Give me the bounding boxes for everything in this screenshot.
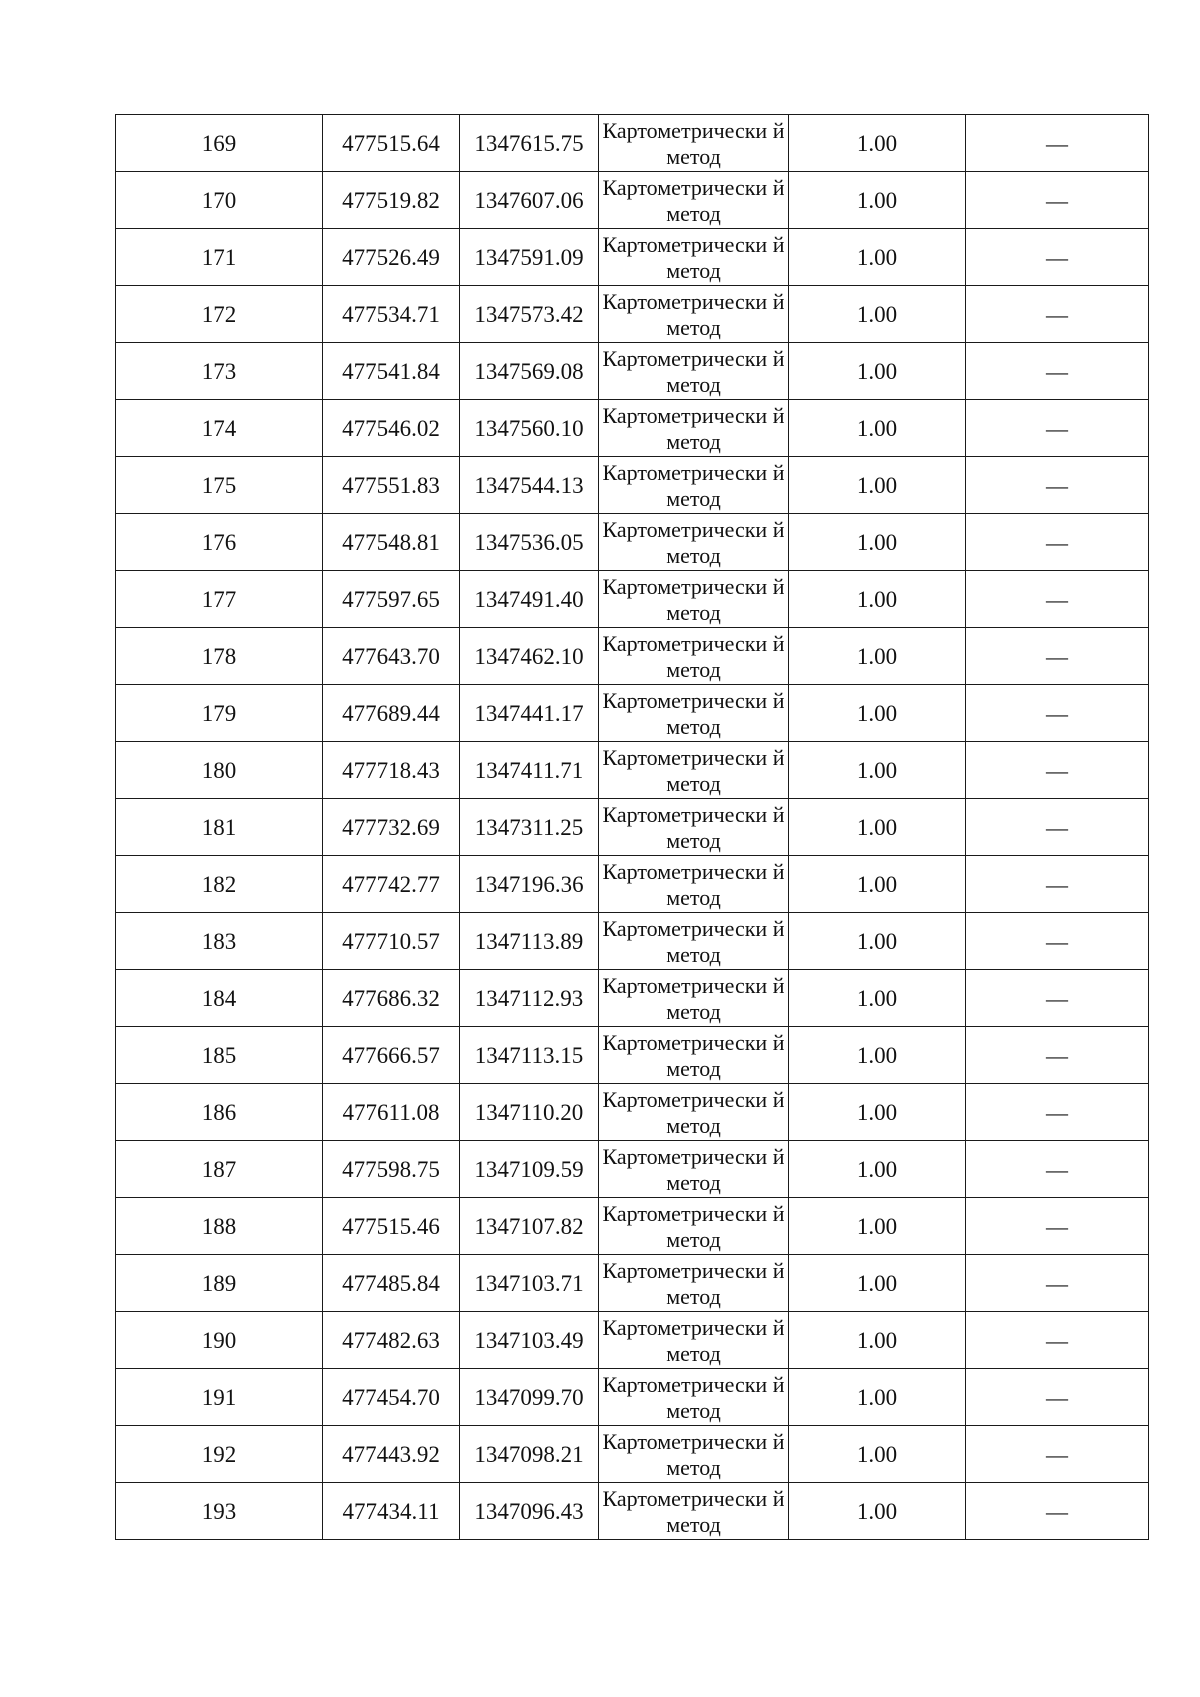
accuracy-cell: 1.00 <box>789 799 966 856</box>
x-coordinate-cell: 477689.44 <box>323 685 460 742</box>
note-cell: — <box>966 913 1149 970</box>
point-number-cell: 170 <box>116 172 323 229</box>
y-coordinate-cell: 1347107.82 <box>460 1198 599 1255</box>
y-coordinate-cell: 1347098.21 <box>460 1426 599 1483</box>
x-coordinate-cell: 477443.92 <box>323 1426 460 1483</box>
table-row <box>116 286 1149 343</box>
table-row <box>116 628 1149 685</box>
point-number-cell: 187 <box>116 1141 323 1198</box>
x-coordinate-cell: 477526.49 <box>323 229 460 286</box>
x-coordinate-cell: 477434.11 <box>323 1483 460 1540</box>
y-coordinate-cell: 1347196.36 <box>460 856 599 913</box>
note-cell: — <box>966 343 1149 400</box>
x-coordinate-cell: 477541.84 <box>323 343 460 400</box>
y-coordinate-cell: 1347103.71 <box>460 1255 599 1312</box>
y-coordinate-cell: 1347462.10 <box>460 628 599 685</box>
y-coordinate-cell: 1347311.25 <box>460 799 599 856</box>
accuracy-cell: 1.00 <box>789 343 966 400</box>
method-cell: Картометрически й метод <box>599 229 789 286</box>
accuracy-cell: 1.00 <box>789 1198 966 1255</box>
table-row <box>116 514 1149 571</box>
table-row <box>116 343 1149 400</box>
note-cell: — <box>966 742 1149 799</box>
accuracy-cell: 1.00 <box>789 913 966 970</box>
x-coordinate-cell: 477611.08 <box>323 1084 460 1141</box>
table-row <box>116 970 1149 1027</box>
note-cell: — <box>966 1312 1149 1369</box>
table-row <box>116 115 1149 172</box>
accuracy-cell: 1.00 <box>789 1312 966 1369</box>
note-cell: — <box>966 628 1149 685</box>
table-row <box>116 1369 1149 1426</box>
x-coordinate-cell: 477551.83 <box>323 457 460 514</box>
y-coordinate-cell: 1347103.49 <box>460 1312 599 1369</box>
note-cell: — <box>966 685 1149 742</box>
accuracy-cell: 1.00 <box>789 514 966 571</box>
y-coordinate-cell: 1347569.08 <box>460 343 599 400</box>
note-cell: — <box>966 799 1149 856</box>
note-cell: — <box>966 1369 1149 1426</box>
note-cell: — <box>966 1084 1149 1141</box>
method-cell: Картометрически й метод <box>599 628 789 685</box>
accuracy-cell: 1.00 <box>789 1141 966 1198</box>
x-coordinate-cell: 477482.63 <box>323 1312 460 1369</box>
accuracy-cell: 1.00 <box>789 172 966 229</box>
method-cell: Картометрически й метод <box>599 457 789 514</box>
x-coordinate-cell: 477485.84 <box>323 1255 460 1312</box>
table-row <box>116 799 1149 856</box>
point-number-cell: 190 <box>116 1312 323 1369</box>
method-cell: Картометрически й метод <box>599 1027 789 1084</box>
table-row <box>116 400 1149 457</box>
accuracy-cell: 1.00 <box>789 1027 966 1084</box>
y-coordinate-cell: 1347109.59 <box>460 1141 599 1198</box>
method-cell: Картометрически й метод <box>599 286 789 343</box>
note-cell: — <box>966 514 1149 571</box>
table-row <box>116 1255 1149 1312</box>
method-cell: Картометрически й метод <box>599 1141 789 1198</box>
table-row <box>116 742 1149 799</box>
point-number-cell: 191 <box>116 1369 323 1426</box>
method-cell: Картометрически й метод <box>599 799 789 856</box>
note-cell: — <box>966 1198 1149 1255</box>
note-cell: — <box>966 115 1149 172</box>
point-number-cell: 182 <box>116 856 323 913</box>
x-coordinate-cell: 477534.71 <box>323 286 460 343</box>
x-coordinate-cell: 477598.75 <box>323 1141 460 1198</box>
method-cell: Картометрически й метод <box>599 970 789 1027</box>
y-coordinate-cell: 1347615.75 <box>460 115 599 172</box>
point-number-cell: 180 <box>116 742 323 799</box>
point-number-cell: 178 <box>116 628 323 685</box>
accuracy-cell: 1.00 <box>789 571 966 628</box>
x-coordinate-cell: 477546.02 <box>323 400 460 457</box>
note-cell: — <box>966 1141 1149 1198</box>
note-cell: — <box>966 1426 1149 1483</box>
x-coordinate-cell: 477597.65 <box>323 571 460 628</box>
note-cell: — <box>966 571 1149 628</box>
method-cell: Картометрически й метод <box>599 115 789 172</box>
accuracy-cell: 1.00 <box>789 457 966 514</box>
accuracy-cell: 1.00 <box>789 1483 966 1540</box>
method-cell: Картометрически й метод <box>599 1369 789 1426</box>
table-row <box>116 172 1149 229</box>
point-number-cell: 176 <box>116 514 323 571</box>
table-row <box>116 1027 1149 1084</box>
table-row <box>116 1426 1149 1483</box>
point-number-cell: 171 <box>116 229 323 286</box>
y-coordinate-cell: 1347491.40 <box>460 571 599 628</box>
y-coordinate-cell: 1347110.20 <box>460 1084 599 1141</box>
table-row <box>116 229 1149 286</box>
accuracy-cell: 1.00 <box>789 286 966 343</box>
note-cell: — <box>966 856 1149 913</box>
y-coordinate-cell: 1347560.10 <box>460 400 599 457</box>
table-body <box>116 115 1149 1540</box>
point-number-cell: 192 <box>116 1426 323 1483</box>
x-coordinate-cell: 477666.57 <box>323 1027 460 1084</box>
table-row <box>116 1198 1149 1255</box>
point-number-cell: 183 <box>116 913 323 970</box>
y-coordinate-cell: 1347536.05 <box>460 514 599 571</box>
note-cell: — <box>966 457 1149 514</box>
method-cell: Картометрически й метод <box>599 685 789 742</box>
y-coordinate-cell: 1347113.15 <box>460 1027 599 1084</box>
y-coordinate-cell: 1347096.43 <box>460 1483 599 1540</box>
table-row <box>116 457 1149 514</box>
point-number-cell: 181 <box>116 799 323 856</box>
table-row <box>116 913 1149 970</box>
accuracy-cell: 1.00 <box>789 1369 966 1426</box>
x-coordinate-cell: 477686.32 <box>323 970 460 1027</box>
x-coordinate-cell: 477454.70 <box>323 1369 460 1426</box>
accuracy-cell: 1.00 <box>789 856 966 913</box>
accuracy-cell: 1.00 <box>789 400 966 457</box>
x-coordinate-cell: 477742.77 <box>323 856 460 913</box>
table-row <box>116 685 1149 742</box>
method-cell: Картометрически й метод <box>599 1483 789 1540</box>
y-coordinate-cell: 1347112.93 <box>460 970 599 1027</box>
note-cell: — <box>966 1483 1149 1540</box>
accuracy-cell: 1.00 <box>789 1255 966 1312</box>
point-number-cell: 173 <box>116 343 323 400</box>
method-cell: Картометрически й метод <box>599 514 789 571</box>
point-number-cell: 172 <box>116 286 323 343</box>
method-cell: Картометрически й метод <box>599 172 789 229</box>
method-cell: Картометрически й метод <box>599 742 789 799</box>
note-cell: — <box>966 400 1149 457</box>
accuracy-cell: 1.00 <box>789 742 966 799</box>
point-number-cell: 174 <box>116 400 323 457</box>
x-coordinate-cell: 477515.46 <box>323 1198 460 1255</box>
note-cell: — <box>966 172 1149 229</box>
y-coordinate-cell: 1347544.13 <box>460 457 599 514</box>
point-number-cell: 175 <box>116 457 323 514</box>
note-cell: — <box>966 970 1149 1027</box>
method-cell: Картометрически й метод <box>599 1426 789 1483</box>
y-coordinate-cell: 1347441.17 <box>460 685 599 742</box>
x-coordinate-cell: 477732.69 <box>323 799 460 856</box>
accuracy-cell: 1.00 <box>789 628 966 685</box>
x-coordinate-cell: 477718.43 <box>323 742 460 799</box>
table-row <box>116 1141 1149 1198</box>
table-row <box>116 1084 1149 1141</box>
point-number-cell: 179 <box>116 685 323 742</box>
y-coordinate-cell: 1347573.42 <box>460 286 599 343</box>
accuracy-cell: 1.00 <box>789 115 966 172</box>
x-coordinate-cell: 477548.81 <box>323 514 460 571</box>
accuracy-cell: 1.00 <box>789 685 966 742</box>
method-cell: Картометрически й метод <box>599 400 789 457</box>
y-coordinate-cell: 1347113.89 <box>460 913 599 970</box>
method-cell: Картометрически й метод <box>599 1255 789 1312</box>
note-cell: — <box>966 229 1149 286</box>
accuracy-cell: 1.00 <box>789 229 966 286</box>
method-cell: Картометрически й метод <box>599 913 789 970</box>
table-row <box>116 1483 1149 1540</box>
accuracy-cell: 1.00 <box>789 970 966 1027</box>
note-cell: — <box>966 1255 1149 1312</box>
note-cell: — <box>966 1027 1149 1084</box>
accuracy-cell: 1.00 <box>789 1426 966 1483</box>
method-cell: Картометрически й метод <box>599 856 789 913</box>
point-number-cell: 189 <box>116 1255 323 1312</box>
y-coordinate-cell: 1347099.70 <box>460 1369 599 1426</box>
point-number-cell: 188 <box>116 1198 323 1255</box>
method-cell: Картометрически й метод <box>599 1198 789 1255</box>
point-number-cell: 186 <box>116 1084 323 1141</box>
method-cell: Картометрически й метод <box>599 1312 789 1369</box>
x-coordinate-cell: 477710.57 <box>323 913 460 970</box>
y-coordinate-cell: 1347607.06 <box>460 172 599 229</box>
note-cell: — <box>966 286 1149 343</box>
table-row <box>116 1312 1149 1369</box>
point-number-cell: 185 <box>116 1027 323 1084</box>
x-coordinate-cell: 477515.64 <box>323 115 460 172</box>
y-coordinate-cell: 1347411.71 <box>460 742 599 799</box>
y-coordinate-cell: 1347591.09 <box>460 229 599 286</box>
accuracy-cell: 1.00 <box>789 1084 966 1141</box>
point-number-cell: 169 <box>116 115 323 172</box>
point-number-cell: 177 <box>116 571 323 628</box>
method-cell: Картометрически й метод <box>599 571 789 628</box>
x-coordinate-cell: 477519.82 <box>323 172 460 229</box>
coordinates-table <box>115 114 1149 1540</box>
method-cell: Картометрически й метод <box>599 343 789 400</box>
point-number-cell: 184 <box>116 970 323 1027</box>
point-number-cell: 193 <box>116 1483 323 1540</box>
x-coordinate-cell: 477643.70 <box>323 628 460 685</box>
table-row <box>116 856 1149 913</box>
table-row <box>116 571 1149 628</box>
method-cell: Картометрически й метод <box>599 1084 789 1141</box>
